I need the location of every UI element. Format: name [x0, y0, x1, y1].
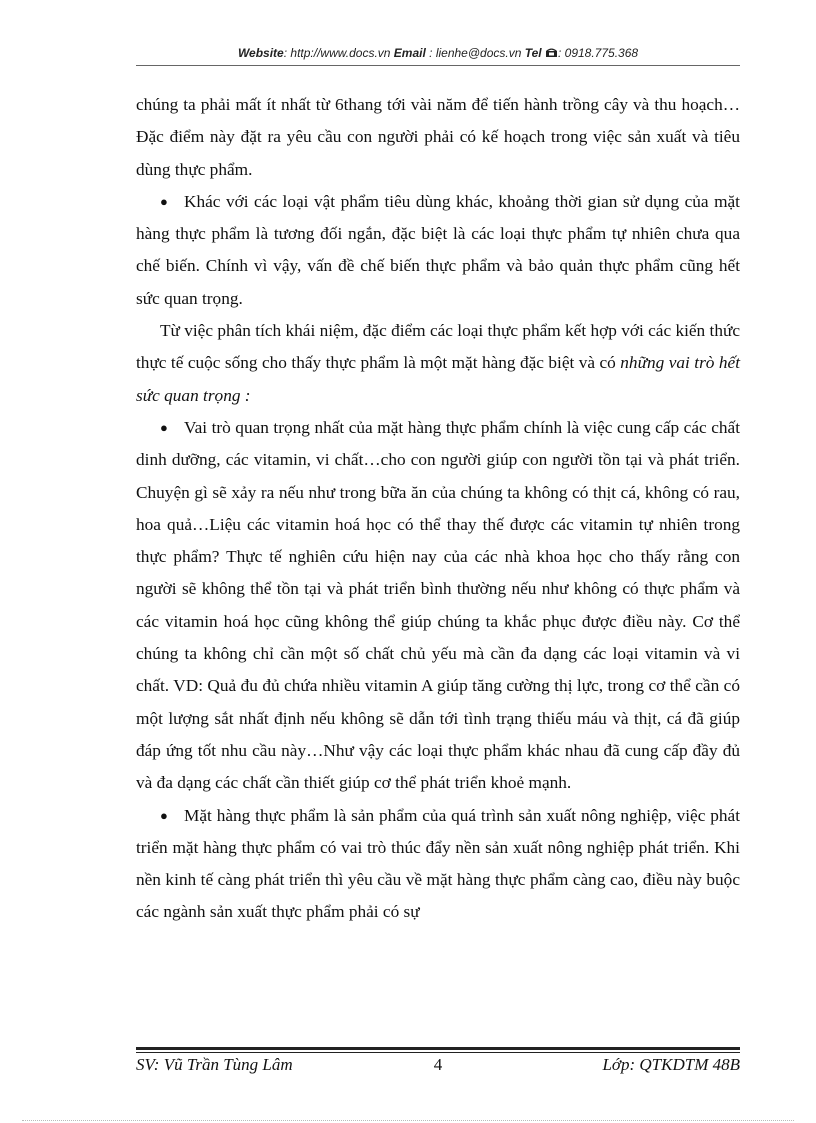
- page-number: 4: [433, 1055, 443, 1074]
- website-label: Website: [237, 46, 284, 60]
- bullet-icon: ●: [160, 807, 168, 823]
- phone-number: : 0918.775.368: [557, 46, 639, 60]
- bullet-item: [136, 186, 740, 315]
- paragraph-continued: chúng ta phải mất ít nhất từ 6thang tới vài năm để tiến hành trồng cây và thu hoạch… Đặc điểm này đặt ra yêu cầu con người phải có kế hoạch trong việc sản xuất và tiêu dùng thực phẩm.: [136, 95, 740, 179]
- bullet-text: Mặt hàng thực phẩm là sản phẩm của quá trình sản xuất nông nghiệp, việc phát triển mặt hàng thực phẩm có vai trò thúc đẩy nền sản xuất nông nghiệp phát triển. Khi nền kinh tế càng phát triển thì yêu cầu về mặt hàng thực phẩm càng cao, điều này buộc các ngành sản xuất thực phẩm phải có sự: [136, 805, 740, 922]
- bullet-text: Vai trò quan trọng nhất của mặt hàng thực phẩm chính là việc cung cấp các chất dinh dưỡng, các vitamin, vi chất…cho con người giúp con người tồn tại và phát triển. Chuyện gì sẽ xảy ra nếu như trong bữa ăn của chúng ta không có thịt cá, không có rau, hoa quả…Liệu các vitamin hoá học có thể thay thế được các vitamin tự nhiên trong thực phẩm? Thực tế nghiên cứu hiện nay của các nhà khoa học cho thấy rằng con người sẽ không thể tồn tại và phát triển bình thường nếu như không có thực phẩm và các vitamin hoá học cũng không thể giúp chúng ta khắc phục được điều này. Cơ thể chúng ta không chỉ cần một số chất chủ yếu mà cần đa dạng các loại vitamin và vi chất. VD: Quả đu đủ chứa nhiều vitamin A giúp tăng cường thị lực, trong cơ thể cần có một lượng sắt nhất định nếu không sẽ dẫn tới tình trạng thiếu máu và thịt, cá đã giúp đáp ứng tốt nhu cầu này…Như vậy các loại thực phẩm khác nhau đã cung cấp đầy đủ và đa dạng các chất cần thiết giúp cơ thể phát triển khoẻ mạnh.: [136, 417, 740, 793]
- bullet-icon: ●: [160, 419, 168, 435]
- page-edge: [22, 1120, 794, 1121]
- tel-label: Tel: [524, 46, 542, 60]
- email-address[interactable]: : lienhe@docs.vn: [429, 46, 522, 60]
- class-name: Lớp: QTKDTM 48B: [602, 1055, 740, 1074]
- footer-divider-thick: [136, 1047, 740, 1050]
- paragraph-text: Từ việc phân tích khái niệm, đặc điểm các loại thực phẩm kết hợp với các kiến thức thực tế cuộc sống cho thấy thực phẩm là một mặt hàng đặc biệt và có: [136, 321, 740, 373]
- page-footer: [136, 1054, 740, 1076]
- phone-icon: [545, 47, 558, 61]
- paragraph: [136, 315, 740, 412]
- footer-divider-thin: [136, 1052, 740, 1053]
- page-header: [136, 46, 740, 61]
- bullet-icon: ●: [160, 193, 168, 209]
- bullet-item: [136, 800, 740, 929]
- bullet-item: [136, 412, 740, 800]
- website-url[interactable]: : http://www.docs.vn: [283, 46, 391, 60]
- document-body: [136, 89, 740, 929]
- student-name: SV: Vũ Trần Tùng Lâm: [136, 1055, 293, 1074]
- paragraph-emphasis: những vai trò hết sức quan trọng :: [136, 353, 740, 405]
- bullet-text: Khác với các loại vật phẩm tiêu dùng khác, khoảng thời gian sử dụng của mặt hàng thực phẩm là tương đối ngắn, đặc biệt là các loại thực phẩm tự nhiên chưa qua chế biến. Chính vì vậy, vấn đề chế biến thực phẩm và bảo quản thực phẩm cũng hết sức quan trọng.: [136, 191, 740, 308]
- header-divider: [136, 65, 740, 66]
- email-label: Email: [393, 46, 426, 60]
